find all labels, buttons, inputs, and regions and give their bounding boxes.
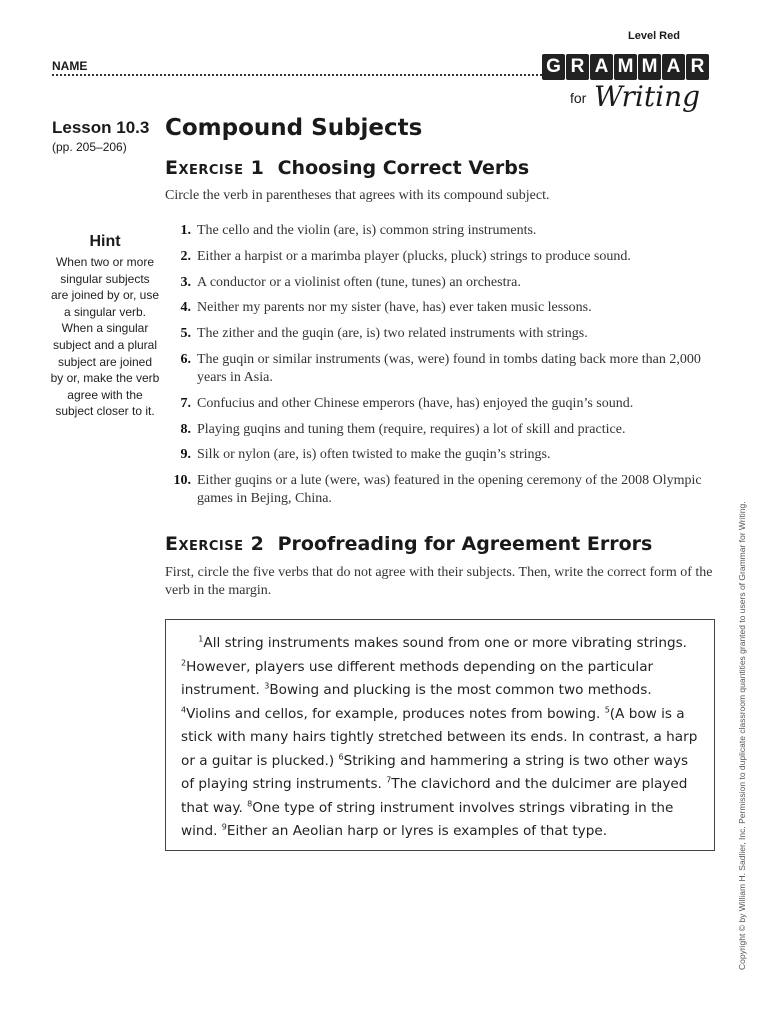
item-number: 8. bbox=[180, 421, 191, 437]
exercise1-instructions: Circle the verb in parentheses that agrees with its compound subject. bbox=[165, 188, 550, 203]
item-number: 5. bbox=[180, 326, 191, 342]
item-number: 6. bbox=[180, 351, 191, 367]
logo-letter: G bbox=[542, 54, 565, 80]
exercise1-item bbox=[165, 351, 715, 387]
name-line[interactable] bbox=[52, 74, 542, 76]
item-text: A conductor or a violinist often (tune, tunes) an orchestra. bbox=[197, 274, 521, 290]
logo-writing: Writing bbox=[594, 80, 701, 113]
passage-sentence: The clavichord and the dulcimer are played that way. bbox=[181, 776, 688, 816]
exercise1-items bbox=[165, 222, 715, 516]
logo-letter: R bbox=[686, 54, 709, 80]
passage-sentence: However, players use different methods depending on the particular instrument. bbox=[181, 658, 654, 698]
exercise1-item bbox=[165, 446, 715, 464]
hint-title: Hint bbox=[89, 233, 121, 250]
passage-sentence: Bowing and plucking is the most common two methods. bbox=[269, 682, 652, 698]
hint-text: When two or more singular subjects are joined by or, use a singular verb. When a singular subject and a plural subject are joined by or, make the verb agree with the subject closer to it. bbox=[50, 255, 160, 419]
item-number: 9. bbox=[180, 447, 191, 463]
exercise2-instructions: First, circle the five verbs that do not agree with their subjects. Then, write the correct form of the verb in the margin. bbox=[165, 565, 713, 598]
passage-sentence: Either an Aeolian harp or lyres is examples of that type. bbox=[226, 823, 608, 839]
exercise2-label: Exercise 2 bbox=[165, 533, 265, 555]
logo-for: for bbox=[570, 90, 587, 106]
passage-text bbox=[181, 632, 705, 844]
item-text: The cello and the violin (are, is) common string instruments. bbox=[197, 223, 537, 238]
logo-grammar-letters bbox=[542, 54, 709, 80]
exercise1-heading bbox=[165, 157, 529, 179]
item-text: Silk or nylon (are, is) often twisted to make the guqin’s strings. bbox=[197, 447, 551, 463]
exercise2-heading bbox=[165, 533, 652, 555]
exercise1-label: Exercise 1 bbox=[165, 157, 265, 179]
item-number: 1. bbox=[180, 223, 191, 238]
sentence-number: 3 bbox=[264, 681, 270, 691]
logo-letter: M bbox=[614, 54, 637, 80]
passage-sentence: One type of string instrument involves strings vibrating in the wind. bbox=[181, 799, 674, 839]
sentence-number: 2 bbox=[181, 657, 187, 667]
exercise1-item bbox=[165, 299, 715, 317]
logo-letter: A bbox=[590, 54, 613, 80]
item-number: 10. bbox=[173, 473, 191, 489]
passage-sentence: Striking and hammering a string is two other ways of playing string instruments. bbox=[181, 752, 689, 792]
item-text: The zither and the guqin (are, is) two related instruments with strings. bbox=[197, 326, 588, 342]
sentence-number: 6 bbox=[338, 751, 344, 761]
lesson-title: Compound Subjects bbox=[165, 115, 423, 141]
item-number: 3. bbox=[180, 274, 191, 290]
exercise1-title: Choosing Correct Verbs bbox=[277, 157, 530, 179]
copyright-notice: Copyright © by William H. Sadlier, Inc. Permission to duplicate classroom quantities granted to users of Grammar for Writing. bbox=[737, 501, 747, 970]
item-text: Confucius and other Chinese emperors (have, has) enjoyed the guqin’s sound. bbox=[197, 395, 634, 411]
passage-sentence: All string instruments makes sound from one or more vibrating strings. bbox=[203, 635, 687, 651]
level-label: Level Red bbox=[628, 30, 680, 42]
item-text: Either guqins or a lute (were, was) featured in the opening ceremony of the 2008 Olympic games in Bejing, China. bbox=[197, 473, 702, 507]
exercise1-item bbox=[165, 421, 715, 439]
exercise1-item bbox=[165, 248, 715, 266]
lesson-pages: (pp. 205–206) bbox=[52, 140, 127, 154]
exercise1-item bbox=[165, 472, 715, 508]
exercise1-item bbox=[165, 325, 715, 343]
sentence-number: 8 bbox=[247, 798, 253, 808]
item-number: 4. bbox=[180, 300, 191, 316]
sentence-number: 5 bbox=[604, 704, 610, 714]
lesson-number: Lesson 10.3 bbox=[52, 118, 150, 137]
sentence-number: 1 bbox=[198, 634, 204, 644]
item-number: 2. bbox=[180, 248, 191, 264]
exercise1-item bbox=[165, 395, 715, 413]
hint-box bbox=[50, 233, 160, 420]
sentence-number: 9 bbox=[221, 822, 227, 832]
item-number: 7. bbox=[180, 395, 191, 411]
grammar-for-writing-logo bbox=[542, 44, 722, 120]
exercise2-title: Proofreading for Agreement Errors bbox=[277, 533, 653, 555]
name-label: NAME bbox=[52, 59, 88, 73]
exercise1-item bbox=[165, 274, 715, 292]
sentence-number: 7 bbox=[386, 775, 392, 785]
passage-sentence: (A bow is a stick with many hairs tightly stretched between its ends. In contrast, a harp or a guitar is plucked.) bbox=[181, 705, 698, 769]
sentence-number: 4 bbox=[181, 704, 187, 714]
item-text: Neither my parents nor my sister (have, has) ever taken music lessons. bbox=[197, 300, 592, 316]
item-text: Either a harpist or a marimba player (plucks, pluck) strings to produce sound. bbox=[197, 248, 631, 264]
item-text: Playing guqins and tuning them (require, requires) a lot of skill and practice. bbox=[197, 421, 626, 437]
passage-sentence: Violins and cellos, for example, produces notes from bowing. bbox=[186, 705, 601, 722]
logo-letter: R bbox=[566, 54, 589, 80]
logo-letter: M bbox=[638, 54, 661, 80]
item-text: The guqin or similar instruments (was, were) found in tombs dating back more than 2,000 years in Asia. bbox=[197, 351, 701, 385]
logo-letter: A bbox=[662, 54, 685, 80]
exercise1-item bbox=[165, 222, 715, 240]
